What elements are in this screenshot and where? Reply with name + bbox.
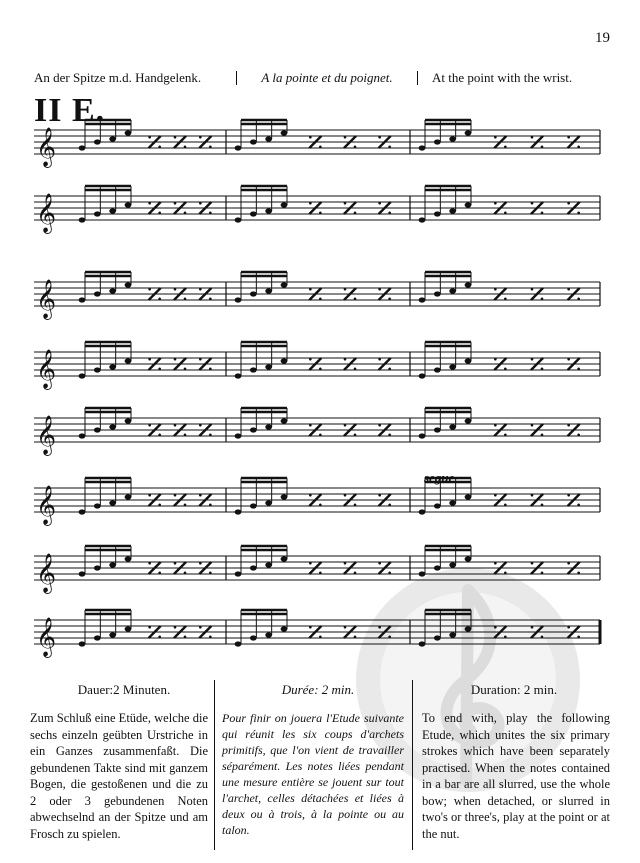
note-head bbox=[109, 136, 116, 141]
repeat-dot bbox=[184, 212, 187, 215]
repeat-dot bbox=[541, 572, 544, 575]
repeat-dot bbox=[209, 298, 212, 301]
repeat-dot bbox=[531, 424, 534, 427]
repeat-dot bbox=[158, 636, 161, 639]
repeat-dot bbox=[199, 288, 202, 291]
repeat-dot bbox=[388, 504, 391, 507]
repeat-dot bbox=[319, 434, 322, 437]
repeat-dot bbox=[388, 146, 391, 149]
note-head bbox=[125, 556, 132, 561]
repeat-dot bbox=[319, 298, 322, 301]
note-head bbox=[79, 433, 86, 438]
note-head bbox=[419, 509, 426, 514]
duration-german: Dauer:2 Minuten. bbox=[77, 682, 171, 697]
repeat-dot bbox=[504, 368, 507, 371]
repeat-dot bbox=[577, 298, 580, 301]
note-head bbox=[419, 571, 426, 576]
repeat-dot bbox=[567, 626, 570, 629]
repeat-dot bbox=[209, 636, 212, 639]
note-head bbox=[434, 565, 441, 570]
repeat-dot bbox=[354, 298, 357, 301]
repeat-dot bbox=[174, 202, 177, 205]
repeat-dot bbox=[209, 504, 212, 507]
repeat-dot bbox=[541, 146, 544, 149]
repeat-dot bbox=[531, 288, 534, 291]
repeat-dot bbox=[148, 494, 151, 497]
repeat-dot bbox=[494, 136, 497, 139]
column-divider bbox=[214, 680, 215, 850]
repeat-dot bbox=[174, 424, 177, 427]
repeat-dot bbox=[388, 572, 391, 575]
note-head bbox=[79, 509, 86, 514]
note-head bbox=[465, 494, 472, 499]
repeat-dot bbox=[344, 288, 347, 291]
note-head bbox=[235, 145, 242, 150]
repeat-dot bbox=[148, 626, 151, 629]
note-head bbox=[109, 208, 116, 213]
repeat-dot bbox=[174, 136, 177, 139]
repeat-dot bbox=[531, 202, 534, 205]
repeat-dot bbox=[209, 434, 212, 437]
repeat-dot bbox=[184, 298, 187, 301]
repeat-dot bbox=[388, 368, 391, 371]
note-head bbox=[434, 139, 441, 144]
repeat-dot bbox=[541, 368, 544, 371]
repeat-dot bbox=[199, 358, 202, 361]
note-head bbox=[434, 635, 441, 640]
note-head bbox=[465, 282, 472, 287]
repeat-dot bbox=[209, 572, 212, 575]
repeat-dot bbox=[378, 424, 381, 427]
repeat-dot bbox=[504, 146, 507, 149]
repeat-dot bbox=[388, 298, 391, 301]
repeat-dot bbox=[504, 434, 507, 437]
note-head bbox=[434, 367, 441, 372]
note-head bbox=[250, 565, 257, 570]
repeat-dot bbox=[309, 494, 312, 497]
note-head bbox=[265, 364, 272, 369]
repeat-dot bbox=[319, 636, 322, 639]
segue-marking: segue bbox=[424, 470, 455, 485]
repeat-dot bbox=[344, 626, 347, 629]
note-head bbox=[94, 427, 101, 432]
repeat-dot bbox=[494, 358, 497, 361]
repeat-dot bbox=[577, 146, 580, 149]
instruction-french: A la pointe et du poignet. bbox=[261, 70, 393, 85]
note-head bbox=[449, 136, 456, 141]
treble-clef-icon: 𝄞 bbox=[36, 127, 57, 167]
note-head bbox=[250, 427, 257, 432]
note-head bbox=[94, 635, 101, 640]
treble-clef-icon: 𝄞 bbox=[36, 349, 57, 389]
note-head bbox=[449, 562, 456, 567]
repeat-dot bbox=[378, 202, 381, 205]
note-head bbox=[125, 358, 132, 363]
note-head bbox=[265, 208, 272, 213]
text-english: To end with, play the following Etude, which unites the six primary strokes which have been separately practised. When the notes contained in a bar are all slurred, use the whole bow; when detached, or slurred in two's or three's, play at the point or at the nut. bbox=[422, 711, 610, 841]
note-head bbox=[449, 424, 456, 429]
note-head bbox=[419, 145, 426, 150]
note-head bbox=[281, 494, 288, 499]
repeat-dot bbox=[148, 562, 151, 565]
repeat-dot bbox=[158, 368, 161, 371]
repeat-dot bbox=[504, 636, 507, 639]
note-head bbox=[109, 632, 116, 637]
repeat-dot bbox=[184, 434, 187, 437]
treble-clef-icon: 𝄞 bbox=[36, 279, 57, 319]
note-head bbox=[235, 509, 242, 514]
instruction-german: An der Spitze m.d. Handgelenk. bbox=[34, 70, 202, 85]
note-head bbox=[235, 373, 242, 378]
note-head bbox=[465, 358, 472, 363]
note-head bbox=[250, 503, 257, 508]
repeat-dot bbox=[354, 636, 357, 639]
repeat-dot bbox=[531, 358, 534, 361]
repeat-dot bbox=[174, 358, 177, 361]
instruction-english: At the point with the wrist. bbox=[432, 70, 573, 85]
note-head bbox=[419, 297, 426, 302]
page-number: 19 bbox=[595, 30, 610, 46]
repeat-dot bbox=[148, 202, 151, 205]
note-head bbox=[465, 556, 472, 561]
repeat-dot bbox=[184, 146, 187, 149]
repeat-dot bbox=[541, 504, 544, 507]
note-head bbox=[94, 367, 101, 372]
repeat-dot bbox=[309, 424, 312, 427]
repeat-dot bbox=[184, 368, 187, 371]
repeat-dot bbox=[158, 572, 161, 575]
repeat-dot bbox=[344, 202, 347, 205]
repeat-dot bbox=[319, 572, 322, 575]
repeat-dot bbox=[531, 136, 534, 139]
note-head bbox=[465, 130, 472, 135]
note-head bbox=[109, 424, 116, 429]
repeat-dot bbox=[199, 202, 202, 205]
repeat-dot bbox=[199, 136, 202, 139]
note-head bbox=[265, 424, 272, 429]
repeat-dot bbox=[309, 288, 312, 291]
repeat-dot bbox=[319, 212, 322, 215]
note-head bbox=[109, 288, 116, 293]
repeat-dot bbox=[158, 298, 161, 301]
repeat-dot bbox=[174, 626, 177, 629]
treble-clef-icon: 𝄞 bbox=[36, 193, 57, 233]
repeat-dot bbox=[199, 562, 202, 565]
note-head bbox=[449, 364, 456, 369]
note-head bbox=[109, 500, 116, 505]
note-head bbox=[235, 217, 242, 222]
repeat-dot bbox=[567, 288, 570, 291]
note-head bbox=[79, 373, 86, 378]
repeat-dot bbox=[494, 562, 497, 565]
repeat-dot bbox=[567, 494, 570, 497]
repeat-dot bbox=[541, 298, 544, 301]
note-head bbox=[434, 427, 441, 432]
repeat-dot bbox=[309, 358, 312, 361]
repeat-dot bbox=[354, 572, 357, 575]
repeat-dot bbox=[504, 572, 507, 575]
note-head bbox=[94, 503, 101, 508]
repeat-dot bbox=[378, 136, 381, 139]
note-head bbox=[125, 282, 132, 287]
repeat-dot bbox=[354, 504, 357, 507]
repeat-dot bbox=[209, 146, 212, 149]
repeat-dot bbox=[199, 494, 202, 497]
note-head bbox=[434, 503, 441, 508]
repeat-dot bbox=[209, 368, 212, 371]
repeat-dot bbox=[199, 424, 202, 427]
note-head bbox=[94, 211, 101, 216]
note-head bbox=[125, 418, 132, 423]
repeat-dot bbox=[344, 494, 347, 497]
repeat-dot bbox=[184, 636, 187, 639]
treble-clef-icon: 𝄞 bbox=[36, 415, 57, 455]
note-head bbox=[281, 626, 288, 631]
repeat-dot bbox=[567, 562, 570, 565]
repeat-dot bbox=[504, 212, 507, 215]
note-head bbox=[465, 418, 472, 423]
repeat-dot bbox=[378, 358, 381, 361]
note-head bbox=[281, 418, 288, 423]
repeat-dot bbox=[354, 146, 357, 149]
note-head bbox=[125, 626, 132, 631]
note-head bbox=[449, 288, 456, 293]
repeat-dot bbox=[148, 136, 151, 139]
note-head bbox=[281, 282, 288, 287]
note-head bbox=[235, 433, 242, 438]
repeat-dot bbox=[567, 358, 570, 361]
note-head bbox=[250, 211, 257, 216]
duration-french: Durée: 2 min. bbox=[281, 682, 355, 697]
repeat-dot bbox=[577, 434, 580, 437]
note-head bbox=[235, 297, 242, 302]
repeat-dot bbox=[567, 136, 570, 139]
treble-clef-icon: 𝄞 bbox=[36, 617, 57, 657]
repeat-dot bbox=[494, 288, 497, 291]
repeat-dot bbox=[158, 146, 161, 149]
repeat-dot bbox=[388, 434, 391, 437]
repeat-dot bbox=[494, 626, 497, 629]
repeat-dot bbox=[577, 368, 580, 371]
repeat-dot bbox=[388, 212, 391, 215]
note-head bbox=[94, 139, 101, 144]
repeat-dot bbox=[174, 288, 177, 291]
repeat-dot bbox=[541, 636, 544, 639]
repeat-dot bbox=[319, 368, 322, 371]
repeat-dot bbox=[309, 562, 312, 565]
repeat-dot bbox=[209, 212, 212, 215]
note-head bbox=[281, 358, 288, 363]
repeat-dot bbox=[199, 626, 202, 629]
note-head bbox=[449, 500, 456, 505]
repeat-dot bbox=[541, 434, 544, 437]
repeat-dot bbox=[494, 424, 497, 427]
note-head bbox=[250, 139, 257, 144]
note-head bbox=[281, 556, 288, 561]
note-head bbox=[449, 632, 456, 637]
note-head bbox=[250, 291, 257, 296]
repeat-dot bbox=[577, 212, 580, 215]
duration-row bbox=[30, 682, 610, 698]
note-head bbox=[125, 202, 132, 207]
note-head bbox=[465, 626, 472, 631]
note-head bbox=[465, 202, 472, 207]
repeat-dot bbox=[354, 368, 357, 371]
note-head bbox=[434, 291, 441, 296]
repeat-dot bbox=[577, 504, 580, 507]
note-head bbox=[79, 641, 86, 646]
note-head bbox=[250, 367, 257, 372]
repeat-dot bbox=[567, 202, 570, 205]
repeat-dot bbox=[378, 626, 381, 629]
repeat-dot bbox=[174, 494, 177, 497]
repeat-dot bbox=[354, 434, 357, 437]
repeat-dot bbox=[174, 562, 177, 565]
note-head bbox=[419, 373, 426, 378]
column-divider bbox=[412, 680, 413, 850]
repeat-dot bbox=[531, 494, 534, 497]
repeat-dot bbox=[378, 562, 381, 565]
repeat-dot bbox=[531, 562, 534, 565]
note-head bbox=[265, 632, 272, 637]
repeat-dot bbox=[309, 136, 312, 139]
repeat-dot bbox=[319, 504, 322, 507]
repeat-dot bbox=[319, 146, 322, 149]
note-head bbox=[419, 433, 426, 438]
note-head bbox=[235, 571, 242, 576]
note-head bbox=[419, 217, 426, 222]
repeat-dot bbox=[378, 288, 381, 291]
repeat-dot bbox=[309, 626, 312, 629]
note-head bbox=[265, 288, 272, 293]
repeat-dot bbox=[354, 212, 357, 215]
repeat-dot bbox=[344, 358, 347, 361]
repeat-dot bbox=[184, 504, 187, 507]
text-german: Zum Schluß eine Etüde, welche die sechs einzeln geübten Urstriche in ein Ganzes zusammenfaßt. Die gebundenen Takte sind mit ganzem Bogen, die gestoßenen und die zu 2 oder 3 gebundenen Noten abwechselnd an der Spitze und am Frosch zu spielen. bbox=[30, 711, 208, 841]
repeat-dot bbox=[344, 562, 347, 565]
repeat-dot bbox=[158, 504, 161, 507]
repeat-dot bbox=[378, 494, 381, 497]
note-head bbox=[125, 130, 132, 135]
note-head bbox=[79, 297, 86, 302]
note-head bbox=[250, 635, 257, 640]
repeat-dot bbox=[148, 288, 151, 291]
repeat-dot bbox=[184, 572, 187, 575]
note-head bbox=[265, 500, 272, 505]
note-head bbox=[109, 364, 116, 369]
repeat-dot bbox=[531, 626, 534, 629]
note-head bbox=[281, 130, 288, 135]
repeat-dot bbox=[388, 636, 391, 639]
repeat-dot bbox=[504, 504, 507, 507]
repeat-dot bbox=[567, 424, 570, 427]
repeat-dot bbox=[504, 298, 507, 301]
note-head bbox=[419, 641, 426, 646]
note-head bbox=[235, 641, 242, 646]
note-head bbox=[265, 136, 272, 141]
note-head bbox=[125, 494, 132, 499]
treble-clef-icon: 𝄞 bbox=[36, 485, 57, 525]
section-title: II E. bbox=[34, 92, 106, 129]
note-head bbox=[109, 562, 116, 567]
repeat-dot bbox=[148, 424, 151, 427]
repeat-dot bbox=[494, 494, 497, 497]
note-head bbox=[79, 571, 86, 576]
note-head bbox=[79, 217, 86, 222]
note-head bbox=[281, 202, 288, 207]
note-head bbox=[265, 562, 272, 567]
note-head bbox=[434, 211, 441, 216]
repeat-dot bbox=[494, 202, 497, 205]
duration-english: Duration: 2 min. bbox=[470, 682, 558, 697]
text-french: Pour finir on jouera l'Etude suivante qui réunit les six coups d'archets primitifs, que l'on vient de travailler séparément. Les notes liées pendant une mesure entière se jouent sur tout l'archet, celles détachées et liées à deux ou à trois, à la pointe ou au talon. bbox=[222, 711, 404, 837]
repeat-dot bbox=[344, 424, 347, 427]
repeat-dot bbox=[541, 212, 544, 215]
repeat-dot bbox=[309, 202, 312, 205]
repeat-dot bbox=[577, 572, 580, 575]
treble-clef-icon: 𝄞 bbox=[36, 553, 57, 593]
repeat-dot bbox=[148, 358, 151, 361]
note-head bbox=[94, 565, 101, 570]
repeat-dot bbox=[158, 434, 161, 437]
note-head bbox=[94, 291, 101, 296]
repeat-dot bbox=[577, 636, 580, 639]
repeat-dot bbox=[344, 136, 347, 139]
note-head bbox=[79, 145, 86, 150]
note-head bbox=[449, 208, 456, 213]
repeat-dot bbox=[158, 212, 161, 215]
